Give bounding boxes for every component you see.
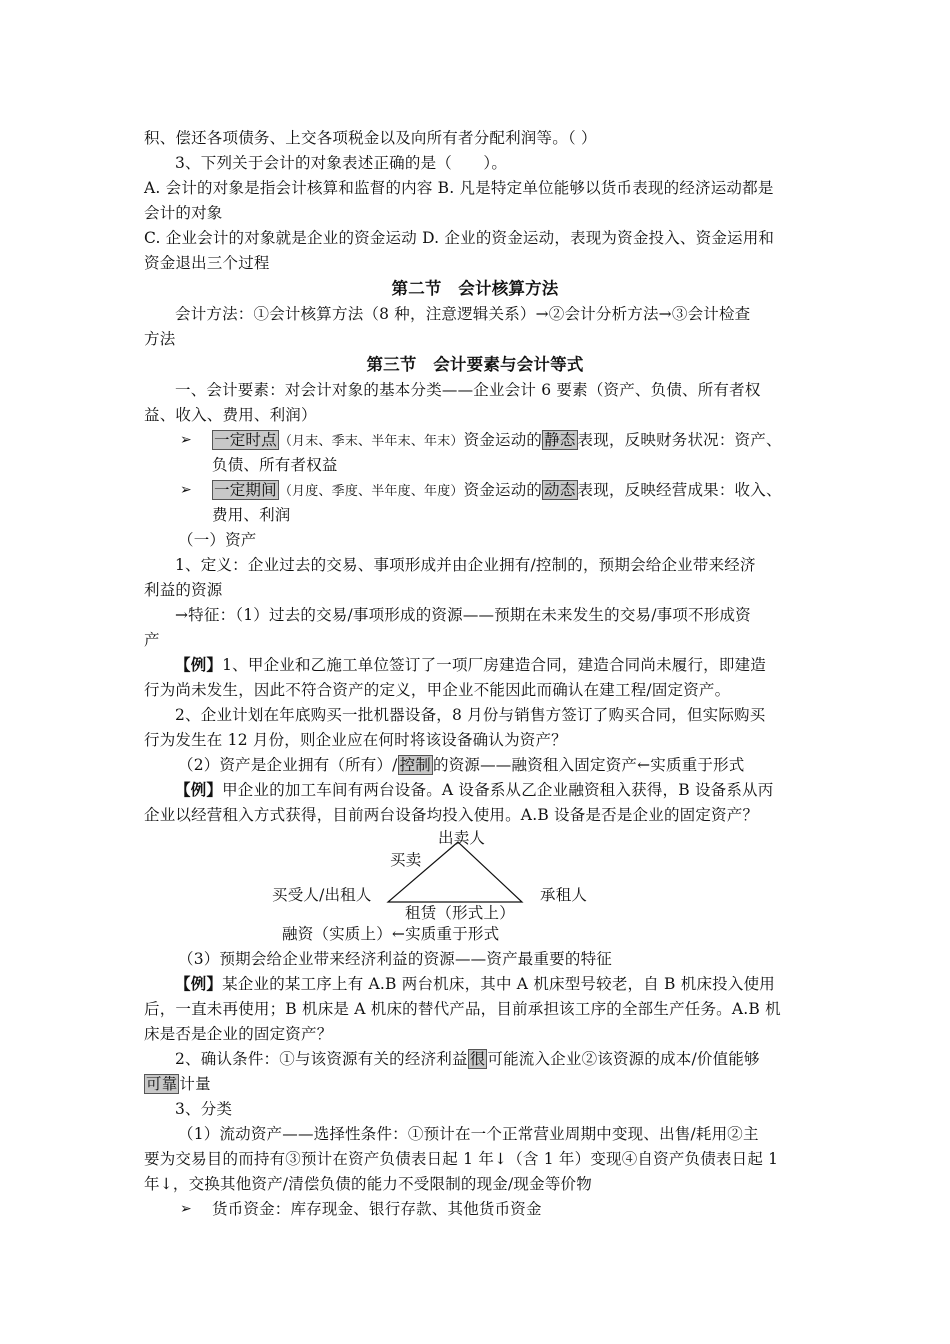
text-line: 利益的资源 bbox=[144, 581, 223, 599]
highlight: 控制 bbox=[399, 756, 431, 774]
text-line: 年↓，交换其他资产/清偿负债的能力不受限制的现金/现金等价物 bbox=[144, 1175, 592, 1193]
option-a-b: A. 会计的对象是指会计核算和监督的内容 B. 凡是特定单位能够以货币表现的经济运动都是 bbox=[144, 179, 774, 197]
text-line: 负债、所有者权益 bbox=[212, 456, 338, 474]
subheading-assets: （一）资产 bbox=[178, 531, 257, 549]
text-line: 益、收入、费用、利润） bbox=[144, 406, 317, 424]
text-line: 可靠 计量 bbox=[146, 1075, 211, 1093]
text-line: 1、定义：企业过去的交易、事项形成并由企业拥有/控制的，预期会给企业带来经济 bbox=[175, 556, 756, 574]
diagram-label-finance: 融资（实质上）←实质重于形式 bbox=[282, 925, 500, 943]
highlight: 静态 bbox=[544, 431, 576, 449]
text-line: 行为发生在 12 月份，则企业应在何时将该设备确认为资产？ bbox=[144, 731, 567, 749]
diagram-label-sale: 买卖 bbox=[390, 851, 422, 869]
text-line: 会计方法：①会计核算方法（8 种，注意逻辑关系）→②会计分析方法→③会计检查 bbox=[175, 305, 751, 323]
text-line: 后，一直未再使用；B 机床是 A 机床的替代产品，目前承担该工序的全部生产任务。A.B 机 bbox=[144, 1000, 781, 1018]
subheading-classification: 3、分类 bbox=[175, 1100, 233, 1118]
text-line: 要为交易目的而持有③预计在资产负债表日起 1 年↓（含 1 年）变现④自资产负债表日起 1 bbox=[144, 1150, 779, 1168]
text-line: 会计的对象 bbox=[144, 204, 223, 222]
bullet-icon: ➢ bbox=[180, 432, 192, 448]
text-line: 一、会计要素：对会计对象的基本分类——企业会计 6 要素（资产、负债、所有者权 bbox=[175, 381, 761, 399]
bullet-item-monetary-funds: 货币资金：库存现金、银行存款、其他货币资金 bbox=[212, 1200, 542, 1218]
highlight: 可靠 bbox=[146, 1075, 178, 1093]
text-line: 行为尚未发生，因此不符合资产的定义，甲企业不能因此而确认在建工程/固定资产。 bbox=[144, 681, 731, 699]
text-line: 费用、利润 bbox=[212, 506, 291, 524]
example-2: 【例】甲企业的加工车间有两台设备。A 设备系从乙企业融资租入获得，B 设备系从丙 bbox=[175, 780, 774, 799]
highlight: 很 bbox=[469, 1050, 486, 1068]
highlight: 一定期间 bbox=[214, 481, 277, 499]
diagram-label-buyer-lessor: 买受人/出租人 bbox=[272, 886, 372, 904]
text-line: 产 bbox=[144, 631, 160, 649]
diagram-label-lease: 租赁（形式上） bbox=[405, 904, 515, 922]
example-1: 【例】1、甲企业和乙施工单位签订了一项厂房建造合同，建造合同尚未履行，即建造 bbox=[175, 655, 766, 674]
bullet-item-period: 一定期间 （月度、季度、半年度、年度）资金运动的 动态 表现，反映经营成果：收入、 bbox=[214, 481, 782, 499]
question-3: 3、下列关于会计的对象表述正确的是（ ）。 bbox=[175, 154, 508, 172]
text-line: 积、偿还各项债务、上交各项税金以及向所有者分配利润等。（ ） bbox=[144, 129, 597, 147]
text-line: （2）资产是企业拥有（所有）/ 控制 的资源——融资租入固定资产←实质重于形式 bbox=[178, 756, 745, 774]
diagram-label-lessee: 承租人 bbox=[540, 886, 588, 904]
highlight: 动态 bbox=[544, 481, 576, 499]
example-3: 【例】某企业的某工序上有 A.B 两台机床，其中 A 机床型号较老，自 B 机床投入使用 bbox=[175, 974, 775, 993]
section-heading-2: 第二节 会计核算方法 bbox=[391, 279, 559, 298]
text-line: 2、企业计划在年底购买一批机器设备，8 月份与销售方签订了购买合同，但实际购买 bbox=[175, 706, 766, 724]
text-line: 方法 bbox=[144, 330, 176, 348]
text-line: 企业以经营租入方式获得，目前两台设备均投入使用。A.B 设备是否是企业的固定资产？ bbox=[144, 806, 759, 824]
bullet-item-point-in-time: 一定时点 （月末、季末、半年末、年末）资金运动的 静态 表现，反映财务状况：资产、 bbox=[214, 431, 782, 449]
text-line: 资金退出三个过程 bbox=[144, 254, 270, 272]
bullet-icon: ➢ bbox=[180, 1201, 192, 1217]
text-line: →特征：（1）过去的交易/事项形成的资源——预期在未来发生的交易/事项不形成资 bbox=[175, 606, 751, 624]
recognition-conditions: 2、确认条件：①与该资源有关的经济利益 很 可能流入企业②该资源的成本/价值能够 bbox=[175, 1050, 760, 1068]
text-line: （1）流动资产——选择性条件：①预计在一个正常营业周期中变现、出售/耗用②主 bbox=[178, 1125, 759, 1143]
bullet-icon: ➢ bbox=[180, 482, 192, 498]
text-line: （3）预期会给企业带来经济利益的资源——资产最重要的特征 bbox=[178, 950, 612, 968]
text-line: 床是否是企业的固定资产？ bbox=[144, 1025, 333, 1043]
diagram-label-seller: 出卖人 bbox=[438, 829, 486, 847]
option-c-d: C. 企业会计的对象就是企业的资金运动 D. 企业的资金运动，表现为资金投入、资金运用和 bbox=[144, 229, 775, 247]
highlight: 一定时点 bbox=[214, 431, 277, 449]
section-heading-3: 第三节 会计要素与会计等式 bbox=[366, 355, 584, 374]
